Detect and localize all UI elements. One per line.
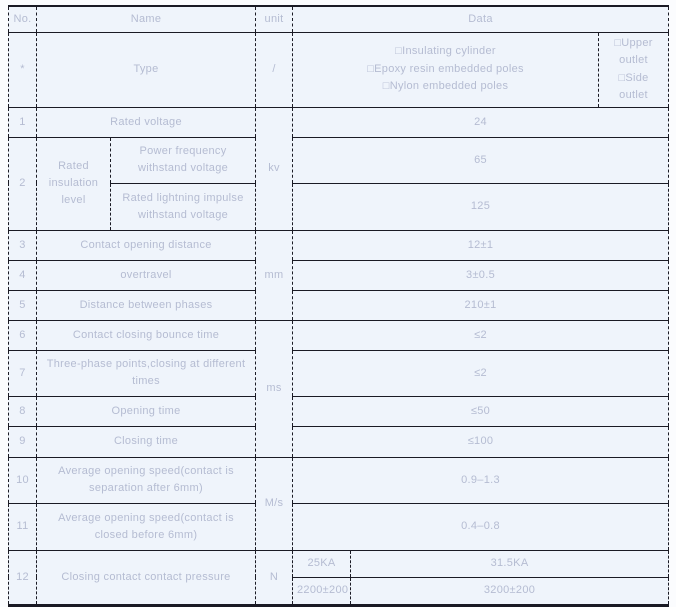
- cell-r6-name: Contact closing bounce time: [37, 320, 256, 350]
- cell-r2-sub2-value: 125: [293, 183, 669, 230]
- cell-r12-col1-header: 25KA: [293, 550, 351, 577]
- cell-unit-kv: kv: [256, 107, 293, 230]
- row-4: [9, 260, 669, 290]
- cell-r7-no: 7: [9, 350, 37, 396]
- cell-unit-ms-speed: M/s: [256, 457, 293, 550]
- cell-r5-value: 210±1: [293, 290, 669, 320]
- cell-r12-col1-value: 2200±200: [293, 577, 351, 605]
- type-option-epoxy-resin-poles: □Epoxy resin embedded poles: [367, 62, 524, 75]
- header-unit: unit: [256, 6, 293, 32]
- type-option-insulating-cylinder: □Insulating cylinder: [395, 45, 496, 58]
- row-3: [9, 230, 669, 260]
- header-name: Name: [37, 6, 256, 32]
- row-9: [9, 426, 669, 457]
- cell-r10-name: Average opening speed(contact is separation after 6mm): [37, 457, 256, 503]
- cell-type-unit: /: [256, 32, 293, 107]
- type-option-nylon-poles: □Nylon embedded poles: [382, 80, 509, 93]
- cell-r11-value: 0.4–0.8: [293, 503, 669, 550]
- cell-r10-no: 10: [9, 457, 37, 503]
- cell-r5-name: Distance between phases: [37, 290, 256, 320]
- row-1: [9, 107, 669, 137]
- row-10: [9, 457, 669, 503]
- row-12a: [9, 550, 669, 577]
- cell-r3-value: 12±1: [293, 230, 669, 260]
- spec-table: [8, 5, 669, 607]
- cell-r7-name: Three-phase points,closing at different times: [37, 350, 256, 396]
- spec-sheet: [8, 5, 669, 607]
- cell-r12-col2-header: 31.5KA: [351, 550, 669, 577]
- cell-r6-no: 6: [9, 320, 37, 350]
- cell-unit-ms: ms: [256, 320, 293, 457]
- cell-r2-sub2-name: Rated lightning impulse withstand voltage: [111, 183, 256, 230]
- cell-r9-name: Closing time: [37, 426, 256, 457]
- cell-type-name: Type: [37, 32, 256, 107]
- cell-r9-no: 9: [9, 426, 37, 457]
- cell-r8-name: Opening time: [37, 396, 256, 426]
- row-11: [9, 503, 669, 550]
- row-6: [9, 320, 669, 350]
- cell-r8-no: 8: [9, 396, 37, 426]
- cell-r3-no: 3: [9, 230, 37, 260]
- cell-r4-no: 4: [9, 260, 37, 290]
- row-type: [9, 32, 669, 107]
- cell-r10-value: 0.9–1.3: [293, 457, 669, 503]
- cell-r12-no: 12: [9, 550, 37, 605]
- cell-r4-value: 3±0.5: [293, 260, 669, 290]
- cell-type-options-main: [293, 32, 599, 107]
- cell-r6-value: ≤2: [293, 320, 669, 350]
- cell-r11-no: 11: [9, 503, 37, 550]
- row-5: [9, 290, 669, 320]
- cell-r3-name: Contact opening distance: [37, 230, 256, 260]
- cell-r2-no: 2: [9, 137, 37, 230]
- header-row: [9, 6, 669, 32]
- cell-type-options-side: [599, 32, 669, 107]
- type-option-side-outlet: □Side outlet: [618, 71, 649, 102]
- cell-r2-sub1-name: Power frequency withstand voltage: [111, 137, 256, 183]
- cell-r12-col2-value: 3200±200: [351, 577, 669, 605]
- cell-r8-value: ≤50: [293, 396, 669, 426]
- cell-r2-sub1-value: 65: [293, 137, 669, 183]
- cell-r2-group: Rated insulation level: [37, 137, 111, 230]
- cell-r1-value: 24: [293, 107, 669, 137]
- cell-unit-n: N: [256, 550, 293, 605]
- header-no: No.: [9, 6, 37, 32]
- cell-r4-name: overtravel: [37, 260, 256, 290]
- cell-unit-mm: mm: [256, 230, 293, 320]
- cell-r12-name: Closing contact contact pressure: [37, 550, 256, 605]
- cell-r11-name: Average opening speed(contact is closed before 6mm): [37, 503, 256, 550]
- row-7: [9, 350, 669, 396]
- cell-type-no: *: [9, 32, 37, 107]
- row-8: [9, 396, 669, 426]
- cell-r5-no: 5: [9, 290, 37, 320]
- cell-r9-value: ≤100: [293, 426, 669, 457]
- cell-r1-no: 1: [9, 107, 37, 137]
- cell-r1-name: Rated voltage: [37, 107, 256, 137]
- type-option-upper-outlet: □Upper outlet: [614, 36, 653, 67]
- row-2a: [9, 137, 669, 183]
- cell-r7-value: ≤2: [293, 350, 669, 396]
- header-data: Data: [293, 6, 669, 32]
